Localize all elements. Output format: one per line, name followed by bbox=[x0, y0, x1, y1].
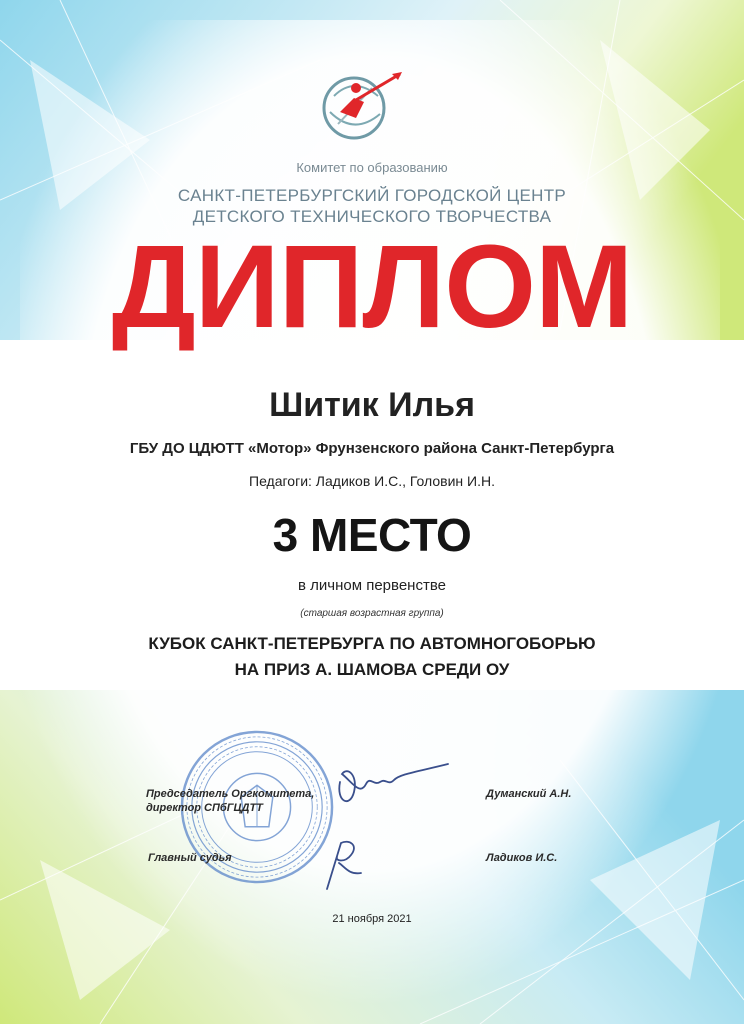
judge-name: Ладиков И.С. bbox=[486, 852, 558, 864]
center-logo-icon bbox=[312, 66, 412, 146]
chair-signature-icon bbox=[326, 752, 452, 812]
center-name-line1: САНКТ-ПЕТЕРБУРГСКИЙ ГОРОДСКОЙ ЦЕНТР bbox=[177, 186, 567, 205]
award-place: 3 МЕСТО bbox=[272, 509, 472, 561]
judge-title: Главный судья bbox=[148, 852, 232, 864]
diploma-title: ДИПЛОМ bbox=[111, 221, 633, 353]
age-group: (старшая возрастная группа) bbox=[300, 608, 444, 619]
award-category: в личном первенстве bbox=[298, 577, 446, 594]
event-title-line1: КУБОК САНКТ-ПЕТЕРБУРГА ПО АВТОМНОГОБОРЬЮ bbox=[148, 634, 596, 653]
center-name-line2: ДЕТСКОГО ТЕХНИЧЕСКОГО ТВОРЧЕСТВА bbox=[192, 207, 552, 226]
judge-signature-icon bbox=[315, 833, 375, 893]
teachers-text: Педагоги: Ладиков И.С., Головин И.Н. bbox=[249, 473, 495, 489]
chair-title-line1: Председатель Оргкомитета, bbox=[146, 788, 315, 800]
recipient-name: Шитик Илья bbox=[269, 386, 475, 424]
chair-title-line2: директор СПбГЦДТТ bbox=[146, 802, 263, 814]
recipient-organization: ГБУ ДО ЦДЮТТ «Мотор» Фрунзенского района Санкт-Петербурга bbox=[129, 440, 615, 457]
chair-title bbox=[146, 787, 336, 815]
issue-date: 21 ноября 2021 bbox=[332, 913, 412, 925]
chair-name: Думанский А.Н. bbox=[486, 788, 572, 800]
event-title-line2: НА ПРИЗ А. ШАМОВА СРЕДИ ОУ bbox=[234, 660, 510, 679]
committee-text: Комитет по образованию bbox=[296, 160, 448, 175]
